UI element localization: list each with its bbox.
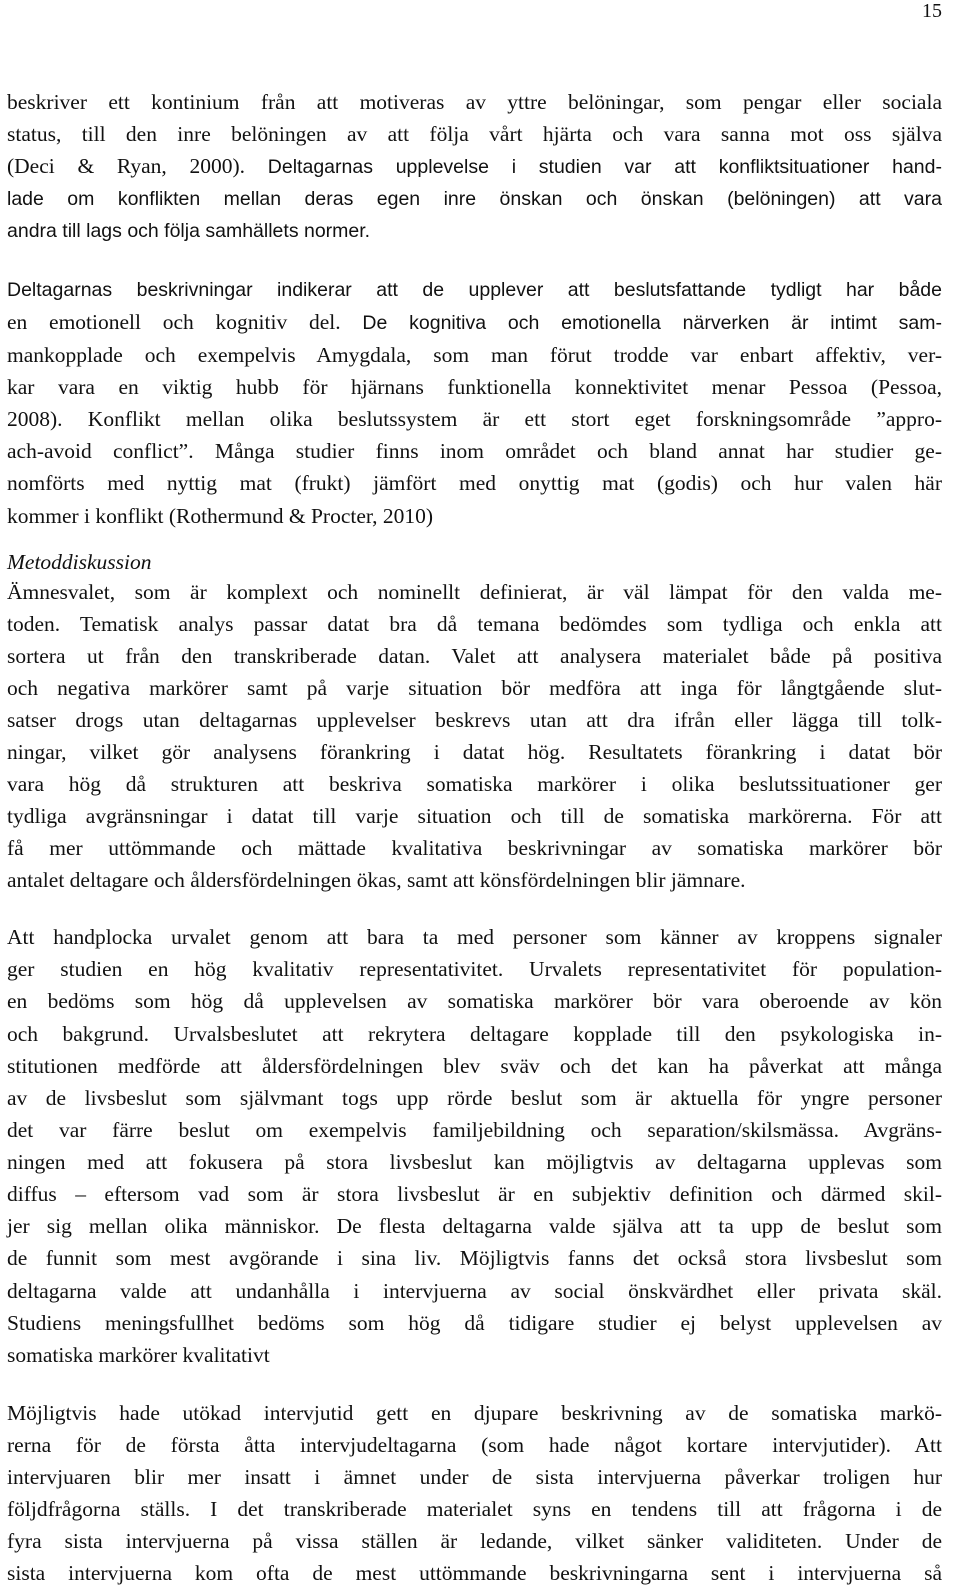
text-line: lade om konflikten mellan deras egen inre önskan och önskan (belöningen) att vara — [7, 188, 942, 210]
text-line: det var färre beslut om exempelvis familjebildning och separation/skilsmässa. Avgräns- — [7, 1118, 942, 1142]
text-line: kar vara en viktig hubb för hjärnans funktionella konnektivitet menar Pessoa (Pessoa, — [7, 375, 942, 399]
text-line: diffus – eftersom vad som är stora livsbeslut är en subjektiv definition och därmed skil- — [7, 1182, 942, 1206]
page-number: 15 — [922, 0, 942, 22]
text-line: få mer uttömmande och mättade kvalitativa beskrivningar av somatiska markörer bör — [7, 836, 942, 860]
text-span: (Deci & Ryan, 2000). — [7, 154, 246, 178]
text-line: antalet deltagare och åldersfördelningen ökas, samt att könsfördelningen blir jämnare. — [7, 868, 746, 892]
text-line: rerna för de första åtta intervjudeltagarna (som hade något kortare intervjutider). Att — [7, 1433, 942, 1457]
text-line: kommer i konflikt (Rothermund & Procter, 2010) — [7, 504, 434, 528]
text-line: deltagarna valde att undanhålla i intervjuerna av social önskvärdhet eller privata skäl. — [7, 1279, 942, 1303]
text-line: Deltagarnas beskrivningar indikerar att de upplever att beslutsfattande tydligt har både — [7, 279, 942, 301]
text-line: somatiska markörer kvalitativt — [7, 1343, 270, 1367]
text-line: ger studien en hög kvalitativ representativitet. Urvalets representativitet för population- — [7, 957, 942, 981]
text-line: toden. Tematisk analys passar datat bra då temana bedömdes som tydliga och enkla att — [7, 612, 942, 636]
text-line: satser drogs utan deltagarnas upplevelser beskrevs utan att dra ifrån eller lägga till tolk- — [7, 708, 942, 732]
text-line: följdfrågorna ställs. I det transkriberade materialet syns en tendens till att frågorna i de — [7, 1497, 942, 1521]
text-line: andra till lags och följa samhällets normer. — [7, 220, 371, 242]
text-line: status, till den inre belöningen av att följa vårt hjärta och vara sanna mot oss själva — [7, 122, 942, 146]
text-line — [7, 306, 942, 338]
text-line: och bakgrund. Urvalsbeslutet att rekrytera deltagare kopplade till den psykologiska in- — [7, 1022, 942, 1046]
text-line — [7, 150, 942, 182]
text-line: fyra sista intervjuerna på vissa ställen är ledande, vilket sänker validiteten. Under de — [7, 1529, 942, 1553]
text-line: av de livsbeslut som självmant togs upp rörde beslut som är aktuella för yngre personer — [7, 1086, 942, 1110]
text-line: stitutionen medförde att åldersfördelningen blev sväv och det kan ha påverkat att många — [7, 1054, 942, 1078]
text-line: intervjuaren blir mer insatt i ämnet under de sista intervjuerna påverkar troligen hur — [7, 1465, 942, 1489]
text-line: beskriver ett kontinium från att motiveras av yttre belöningar, som pengar eller sociala — [7, 90, 942, 114]
text-span: en emotionell och kognitiv del. — [7, 310, 341, 334]
text-line: mankopplade och exempelvis Amygdala, som man förut trodde var enbart affektiv, ver- — [7, 343, 942, 367]
text-line: sista intervjuerna kom ofta de mest uttömmande beskrivningarna sent i intervjuerna så — [7, 1561, 942, 1585]
text-line: en bedöms som hög då upplevelsen av somatiska markörer bör vara oberoende av kön — [7, 989, 942, 1013]
text-line: jer sig mellan olika människor. De flesta deltagarna valde själva att ta upp de beslut som — [7, 1214, 942, 1238]
text-line: sortera ut från den transkriberade datan. Valet att analysera materialet både på positiva — [7, 644, 942, 668]
text-line: ningar, vilket gör analysens förankring i datat hög. Resultatets förankring i datat bör — [7, 740, 942, 764]
text-line: och negativa markörer samt på varje situation bör medföra att inga för långtgående slut- — [7, 676, 942, 700]
text-line: tydliga avgränsningar i datat till varje situation och till de somatiska markörerna. För att — [7, 804, 942, 828]
text-line: nomförts med nyttig mat (frukt) jämfört med onyttig mat (godis) och hur valen här — [7, 471, 942, 495]
text-line: Ämnesvalet, som är komplext och nominellt definierat, är väl lämpat för den valda me- — [7, 580, 942, 604]
text-line: ach-avoid conflict”. Många studier finns inom området och bland annat har studier ge- — [7, 439, 942, 463]
text-line: Att handplocka urvalet genom att bara ta med personer som känner av kroppens signaler — [7, 925, 942, 949]
text-line: 2008). Konflikt mellan olika beslutssystem är ett stort eget forskningsområde ”appro- — [7, 407, 942, 431]
text-line: ningen med att fokusera på stora livsbeslut kan möjligtvis av deltagarna upplevas som — [7, 1150, 942, 1174]
text-line: Möjligtvis hade utökad intervjutid gett en djupare beskrivning av de somatiska markö- — [7, 1401, 942, 1425]
text-span: Deltagarnas upplevelse i studien var att konfliktsituationer hand- — [245, 156, 942, 178]
text-line: vara hög då strukturen att beskriva somatiska markörer i olika beslutssituationer ger — [7, 772, 942, 796]
text-span: De kognitiva och emotionella närverken är intimt sam- — [340, 312, 942, 334]
text-line: Studiens meningsfullhet bedöms som hög då tidigare studier ej belyst upplevelsen av — [7, 1311, 942, 1335]
text-line: de funnit som mest avgörande i sina liv. Möjligtvis fanns det också stora livsbeslut som — [7, 1246, 942, 1270]
section-heading: Metoddiskussion — [7, 550, 152, 574]
